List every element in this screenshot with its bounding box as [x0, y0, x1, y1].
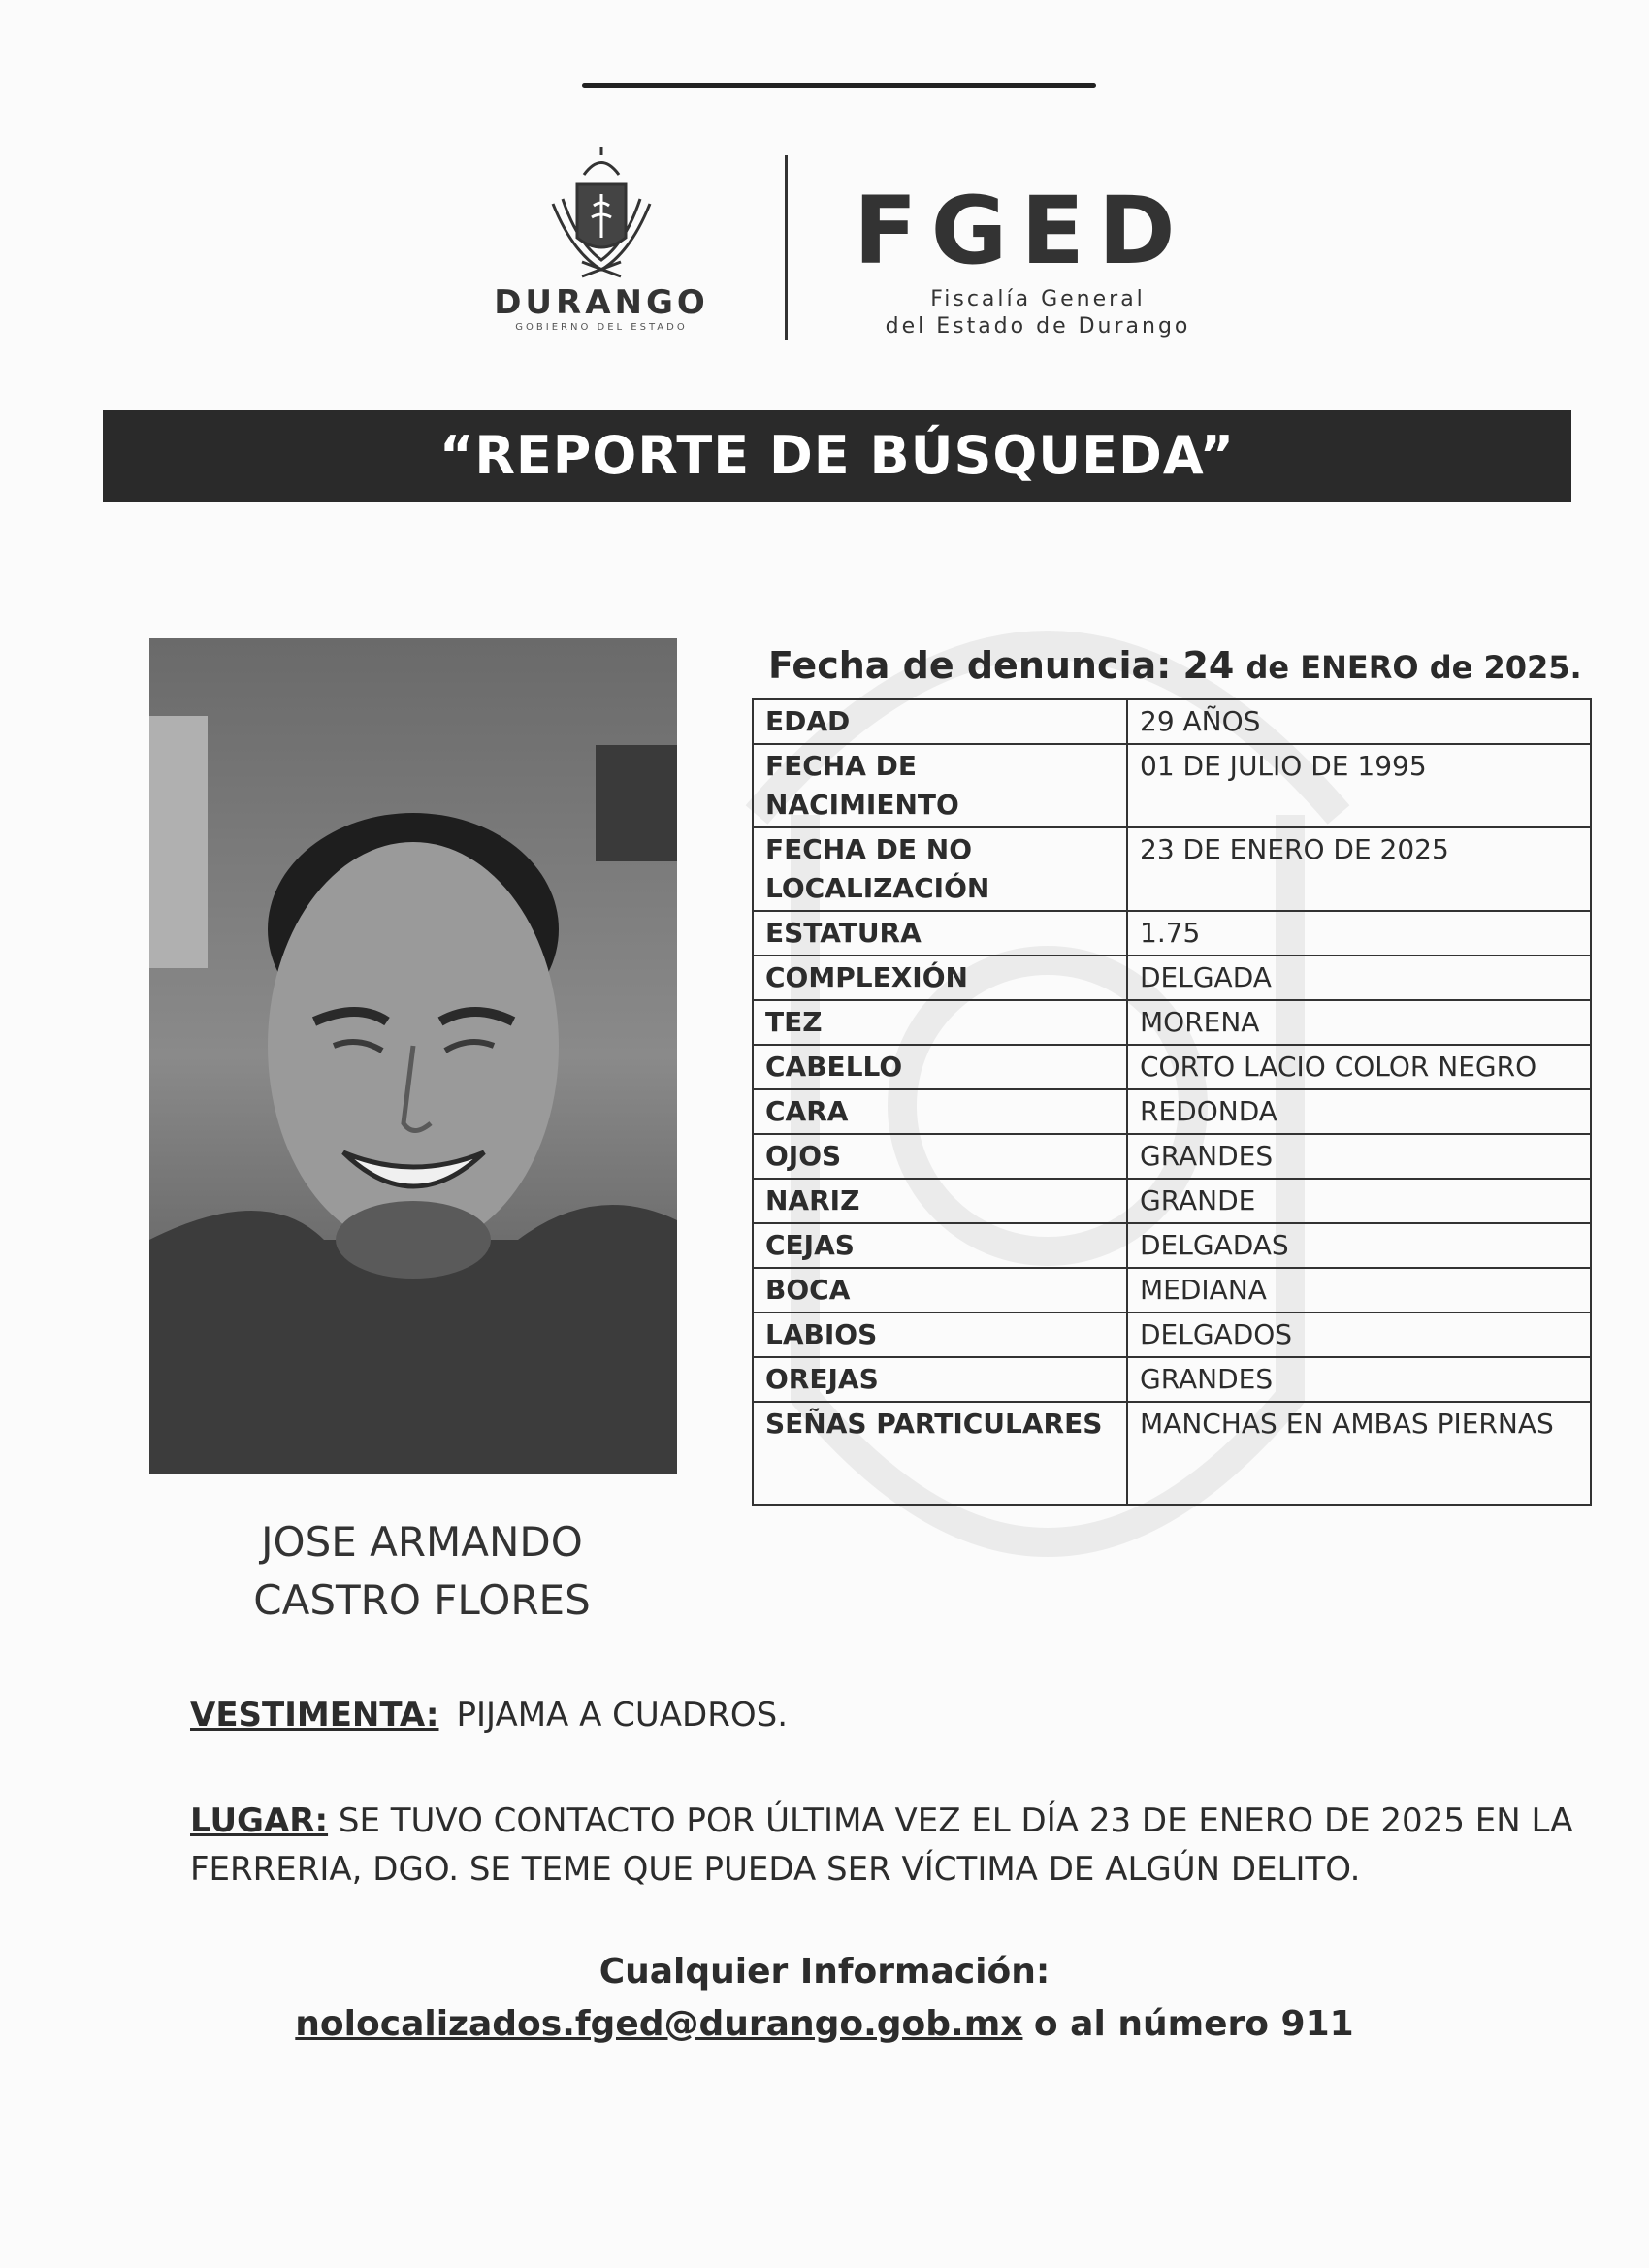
table-row — [753, 1312, 1591, 1357]
table-row — [753, 1223, 1591, 1268]
detail-value: 01 DE JULIO DE 1995 — [1127, 744, 1591, 827]
detail-label: EDAD — [753, 699, 1127, 744]
detail-label: FECHA DE NO LOCALIZACIÓN — [753, 827, 1127, 911]
detail-label: CABELLO — [753, 1045, 1127, 1089]
person-name — [194, 1513, 650, 1630]
detail-value: 23 DE ENERO DE 2025 — [1127, 827, 1591, 911]
detail-label: SEÑAS PARTICULARES — [753, 1402, 1127, 1505]
detail-label: CEJAS — [753, 1223, 1127, 1268]
detail-label: COMPLEXIÓN — [753, 956, 1127, 1000]
detail-label: ESTATURA — [753, 911, 1127, 956]
detail-label: LABIOS — [753, 1312, 1127, 1357]
detail-value: MORENA — [1127, 1000, 1591, 1045]
detail-value: REDONDA — [1127, 1089, 1591, 1134]
table-row — [753, 1000, 1591, 1045]
clothing — [190, 1696, 788, 1734]
table-row — [753, 1357, 1591, 1402]
report-title: “REPORTE DE BÚSQUEDA” — [103, 410, 1571, 502]
detail-value: MEDIANA — [1127, 1268, 1591, 1312]
detail-value: 1.75 — [1127, 911, 1591, 956]
detail-value: DELGADOS — [1127, 1312, 1591, 1357]
table-row — [753, 1134, 1591, 1179]
detail-value: GRANDES — [1127, 1134, 1591, 1179]
contact-heading: Cualquier Información: — [598, 1952, 1051, 1992]
table-row — [753, 699, 1591, 744]
state-name: DURANGO — [494, 283, 709, 322]
detail-value: DELGADAS — [1127, 1223, 1591, 1268]
state-subtitle: GOBIERNO DEL ESTADO — [515, 322, 688, 333]
detail-value: DELGADA — [1127, 956, 1591, 1000]
durango-logo — [456, 146, 747, 340]
contact-info — [0, 1946, 1649, 2051]
detail-value: GRANDE — [1127, 1179, 1591, 1223]
top-rule — [582, 83, 1096, 88]
contact-phone-text: o al número 911 — [1033, 2004, 1354, 2044]
detail-value: MANCHAS EN AMBAS PIERNAS — [1127, 1402, 1591, 1505]
report-date-label: Fecha de denuncia: — [768, 644, 1172, 687]
person-first-names: JOSE ARMANDO — [261, 1518, 583, 1566]
table-row — [753, 744, 1591, 827]
report-date — [768, 644, 1582, 687]
agency-name-line1: Fiscalía General — [930, 287, 1146, 311]
detail-label: FECHA DE NACIMIENTO — [753, 744, 1127, 827]
place-value: SE TUVO CONTACTO POR ÚLTIMA VEZ EL DÍA 23 DE ENERO DE 2025 EN LA FERRERIA, DGO. SE TEME QUE PUEDA SER VÍCTIMA DE ALGÚN DELITO. — [190, 1801, 1573, 1889]
last-seen-place — [190, 1797, 1577, 1894]
contact-email-link[interactable]: nolocalizados.fged@durango.gob.mx — [295, 2004, 1023, 2044]
coat-of-arms-icon — [534, 146, 669, 281]
table-row — [753, 1045, 1591, 1089]
details-table — [752, 698, 1592, 1506]
table-row — [753, 1089, 1591, 1134]
table-row — [753, 956, 1591, 1000]
place-label: LUGAR: — [190, 1801, 329, 1840]
table-row — [753, 1179, 1591, 1223]
table-row — [753, 911, 1591, 956]
report-date-rest: de ENERO de 2025. — [1245, 649, 1582, 686]
clothing-label: VESTIMENTA: — [190, 1696, 439, 1734]
person-last-names: CASTRO FLORES — [253, 1576, 591, 1624]
detail-value: GRANDES — [1127, 1357, 1591, 1402]
report-date-day: 24 — [1182, 644, 1235, 687]
detail-label: CARA — [753, 1089, 1127, 1134]
header-divider — [785, 155, 788, 340]
detail-label: OREJAS — [753, 1357, 1127, 1402]
detail-label: BOCA — [753, 1268, 1127, 1312]
detail-label: OJOS — [753, 1134, 1127, 1179]
agency-acronym: FGED — [854, 177, 1189, 285]
agency-logo — [854, 177, 1222, 340]
missing-person-photo — [149, 638, 677, 1474]
detail-value: CORTO LACIO COLOR NEGRO — [1127, 1045, 1591, 1089]
detail-label: NARIZ — [753, 1179, 1127, 1223]
table-row — [753, 1402, 1591, 1505]
detail-label: TEZ — [753, 1000, 1127, 1045]
detail-value: 29 AÑOS — [1127, 699, 1591, 744]
table-row — [753, 827, 1591, 911]
clothing-value: PIJAMA A CUADROS. — [456, 1696, 789, 1734]
table-row — [753, 1268, 1591, 1312]
agency-name-line2: del Estado de Durango — [885, 314, 1191, 339]
